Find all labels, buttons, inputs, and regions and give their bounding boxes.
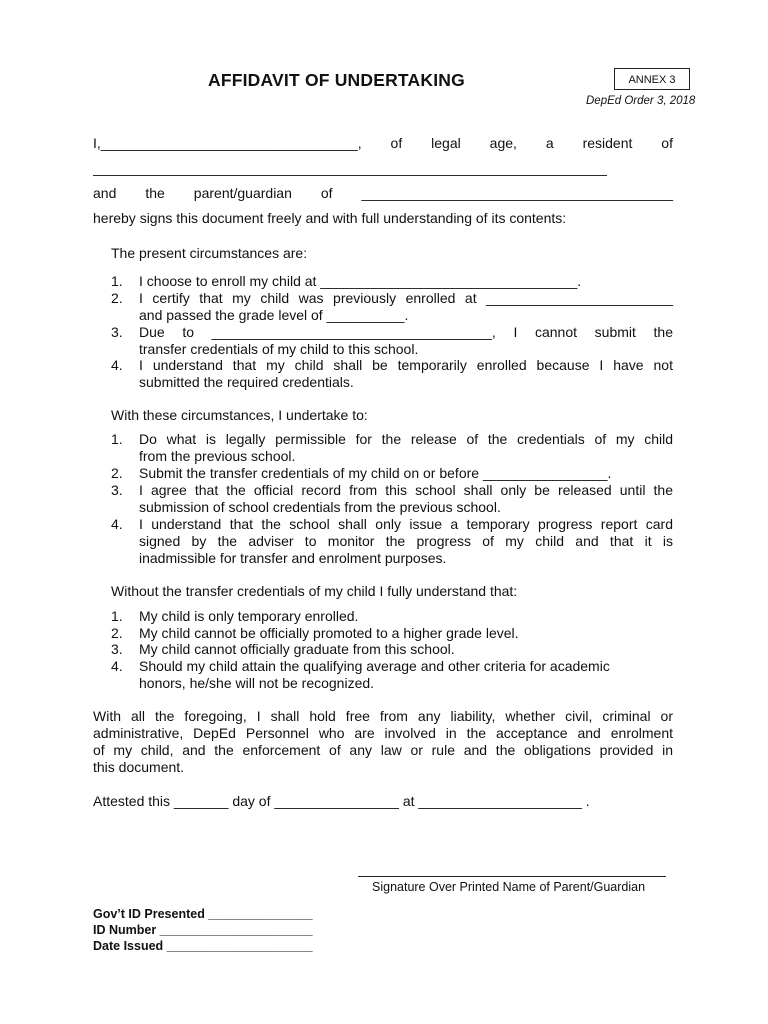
list-item-cont: transfer credentials of my child to this school. [139, 341, 419, 357]
list-item: Submit the transfer credentials of my child on or before ________________. [139, 465, 612, 481]
signature-caption: Signature Over Printed Name of Parent/Guardian [372, 880, 646, 894]
list-number: 2. [111, 290, 123, 306]
list-item-cont: from the previous school. [139, 448, 296, 464]
list-item: I choose to enroll my child at _________________________________. [139, 273, 582, 289]
list-item: I understand that the school shall only issue a temporary progress report card [139, 516, 673, 532]
intro-word: I,_________________________________, [93, 135, 362, 151]
intro-word: of [661, 135, 673, 151]
intro-word: ________________________________________ [361, 185, 673, 201]
list-number: 4. [111, 516, 123, 532]
list-item-cont: signed by the adviser to monitor the progress of my child and that it is [139, 533, 673, 549]
list-number: 2. [111, 625, 123, 641]
gov-id-presented: Gov’t ID Presented _______________ [93, 907, 313, 921]
list-item: My child is only temporary enrolled. [139, 608, 359, 624]
list-number: 2. [111, 465, 123, 481]
date-issued: Date Issued _____________________ [93, 939, 313, 953]
foregoing-line: administrative, DepEd Personnel who are involved in the acceptance and enrolment [93, 725, 673, 741]
foregoing-line: With all the foregoing, I shall hold free from any liability, whether civil, criminal or [93, 708, 673, 724]
intro-word: of [320, 185, 333, 201]
list-item-cont: honors, he/she will not be recognized. [139, 675, 375, 691]
list-number: 4. [111, 357, 123, 373]
foregoing-line: of my child, and the enforcement of any law or rule and the obligations provided in [93, 742, 673, 758]
intro-line-4: hereby signs this document freely and with full understanding of its contents: [93, 210, 567, 226]
annex-label: ANNEX 3 [614, 68, 690, 90]
list-number: 1. [111, 608, 123, 624]
list-item: Should my child attain the qualifying average and other criteria for academic [139, 658, 610, 674]
list-item-cont: and passed the grade level of __________. [139, 307, 409, 323]
list-item: I certify that my child was previously enrolled at ________________________ [139, 290, 673, 306]
deped-order-ref: DepEd Order 3, 2018 [586, 95, 696, 107]
list-item: Do what is legally permissible for the release of the credentials of my child [139, 431, 673, 447]
undertake-heading: With these circumstances, I undertake to: [111, 407, 368, 423]
signature-line [358, 876, 666, 877]
list-number: 3. [111, 482, 123, 498]
list-item: I understand that my child shall be temporarily enrolled because I have not [139, 357, 673, 373]
id-number: ID Number ______________________ [93, 923, 313, 937]
list-item-cont: submitted the required credentials. [139, 374, 354, 390]
foregoing-line: this document. [93, 759, 185, 775]
list-number: 3. [111, 641, 123, 657]
list-number: 4. [111, 658, 123, 674]
intro-line-2: __________________________________________________________________ [93, 160, 607, 176]
without-heading: Without the transfer credentials of my child I fully understand that: [111, 583, 518, 599]
list-item-cont: inadmissible for transfer and enrolment purposes. [139, 550, 447, 566]
intro-word: the [145, 185, 165, 201]
circumstances-heading: The present circumstances are: [111, 245, 308, 261]
intro-line-1 [93, 135, 673, 152]
list-item: My child cannot officially graduate from this school. [139, 641, 455, 657]
intro-word: a [545, 135, 554, 151]
list-item: Due to ____________________________________, I cannot submit the [139, 324, 673, 340]
list-item: My child cannot be officially promoted to a higher grade level. [139, 625, 519, 641]
list-item-cont: submission of school credentials from the previous school. [139, 499, 501, 515]
intro-line-3 [93, 185, 673, 202]
list-number: 1. [111, 273, 123, 289]
intro-word: resident [582, 135, 633, 151]
attested-line: Attested this _______ day of ________________ at _____________________ . [93, 793, 590, 809]
intro-word: legal [431, 135, 461, 151]
document-title: AFFIDAVIT OF UNDERTAKING [208, 70, 465, 90]
list-number: 3. [111, 324, 123, 340]
intro-word: parent/guardian [193, 185, 292, 201]
list-number: 1. [111, 431, 123, 447]
intro-word: and [93, 185, 117, 201]
list-item: I agree that the official record from this school shall only be released until the [139, 482, 673, 498]
intro-word: age, [489, 135, 517, 151]
intro-word: of [390, 135, 403, 151]
